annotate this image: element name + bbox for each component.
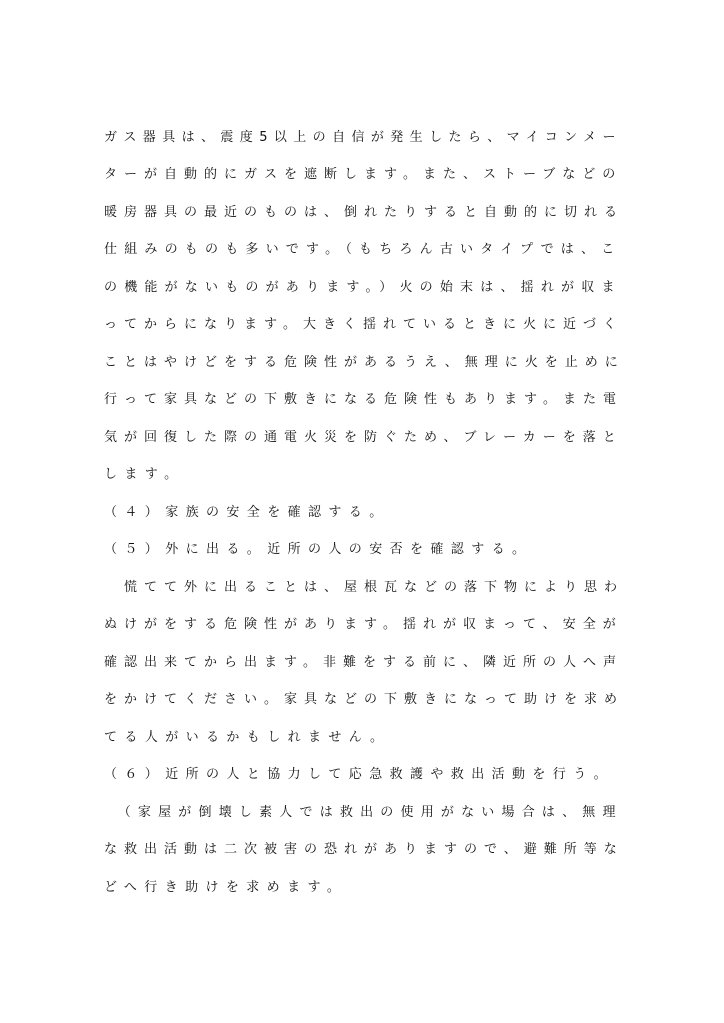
text-line: します。	[104, 467, 185, 482]
text-line: ってからになります。大きく揺れているときに火に近づく	[104, 317, 623, 332]
section-heading: （４）家族の安全を確認する。	[104, 505, 390, 520]
text-line: ことはやけどをする危険性があるうえ、無理に火を止めに	[104, 355, 625, 370]
text-line: （家屋が倒壊し素人では救出の使用がない場合は、無理	[104, 805, 623, 820]
text-line: どへ行き助けを求めます。	[104, 880, 348, 895]
text-line: をかけてください。家具などの下敷きになって助けを求め	[104, 692, 625, 707]
section-heading: （５）外に出る。近所の人の安否を確認する。	[104, 542, 533, 557]
text-line: 気が回復した際の通電火災を防ぐため、ブレーカーを落と	[104, 430, 623, 445]
text-line: てる人がいるかもしれません。	[104, 730, 391, 745]
text-line: 確認出来てから出ます。非難をする前に、隣近所の人へ声	[104, 655, 623, 670]
text-line: 行って家具などの下敷きになる危険性もあります。また電	[104, 392, 623, 407]
text-line: ぬけがをする危険性があります。揺れが収まって、安全が	[104, 617, 623, 632]
text-line: ガス器具は、震度5以上の自信が発生したら、マイコンメー	[104, 130, 622, 145]
text-line: 暖房器具の最近のものは、倒れたりすると自動的に切れる	[104, 205, 625, 220]
text-line: 慌てて外に出ることは、屋根瓦などの落下物により思わ	[104, 580, 625, 595]
text-line: な救出活動は二次被害の恐れがありますので、避難所等な	[104, 842, 624, 857]
section-heading: （６）近所の人と協力して応急救護や救出活動を行う。	[104, 767, 615, 782]
text-line: 仕組みのものも多いです。（もちろん古いタイプでは、こ	[104, 242, 622, 257]
text-line: の機能がないものがあります。）火の始末は、揺れが収ま	[104, 280, 622, 295]
text-line: ターが自動的にガスを遮断します。また、ストーブなどの	[104, 167, 623, 182]
